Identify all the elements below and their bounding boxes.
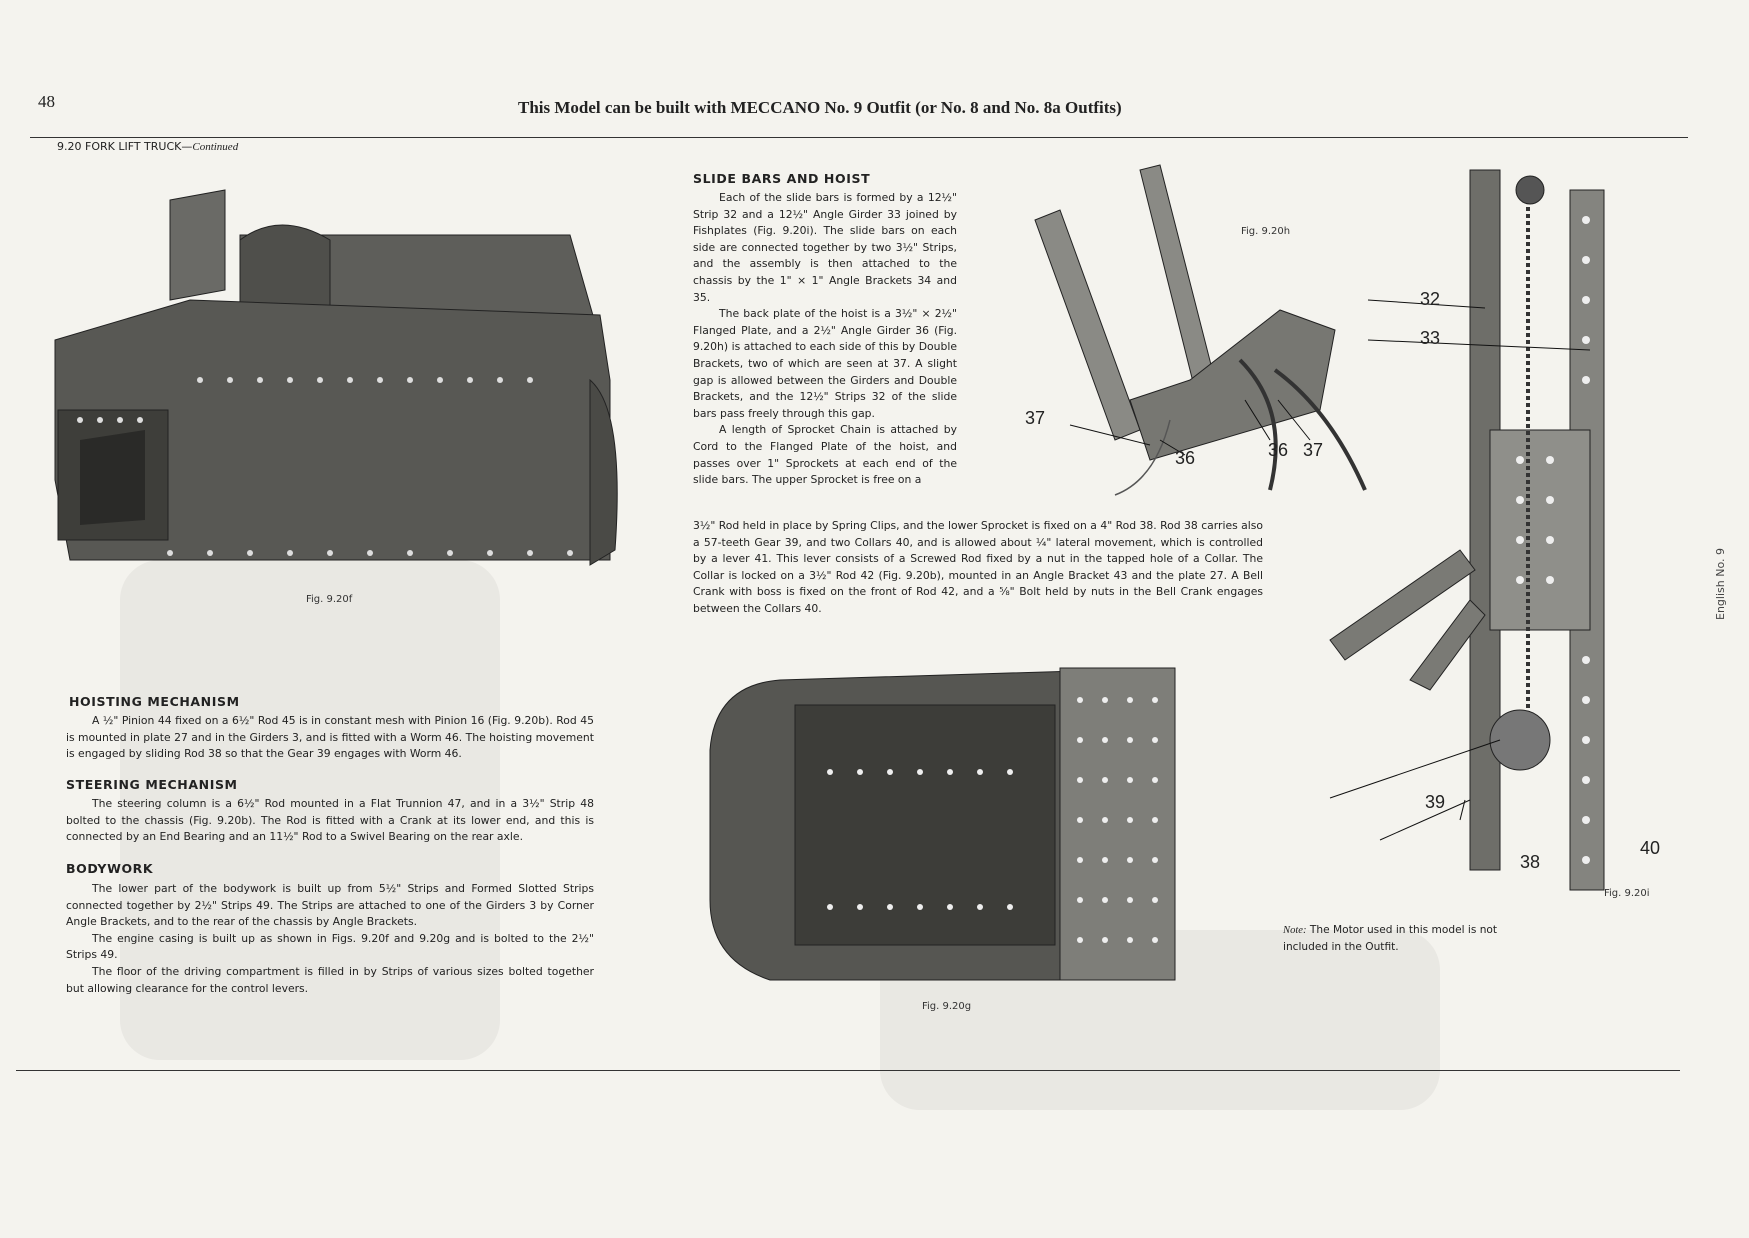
callout-40: 40 [1640, 838, 1661, 858]
section-title [57, 140, 238, 153]
figure-caption: Fig. 9.20f [306, 594, 353, 605]
footer-rule [16, 1070, 1680, 1071]
figure-9-20i [1320, 160, 1660, 900]
heading-bodywork: BODYWORK [66, 861, 154, 876]
motor-note [1283, 922, 1523, 956]
figure-9-20g [700, 660, 1200, 985]
bodywork-text [66, 881, 594, 997]
callout-38: 38 [1520, 852, 1541, 872]
paragraph: The lower part of the bodywork is built up from 5½" Strips and Formed Slotted Strips connected together by 2½" Strips 49. The Strips are attached to one of the Girders 3 by Corner Angle Brackets, and to the rear of the chassis by Angle Brackets. [66, 882, 594, 929]
figure-caption: Fig. 9.20h [1241, 226, 1291, 237]
callout-36: 36 [1175, 448, 1196, 468]
paragraph: The steering column is a 6½" Rod mounted in a Flat Trunnion 47, and in a 3½" Strip 48 bolted to the chassis (Fig. 9.20b). The Rod is fitted with a Crank at its lower end, and this is connected by an End Bearing and an 11½" Rod to a Swivel Bearing on the rear axle. [66, 797, 594, 844]
paragraph: A length of Sprocket Chain is attached by Cord to the Flanged Plate of the hoist, and passes over 1" Sprockets at each end of the slide bars. The upper Sprocket is free on a [693, 423, 957, 487]
figure-caption: Fig. 9.20i [1604, 888, 1650, 899]
paragraph: Each of the slide bars is formed by a 12½" Strip 32 and a 12½" Angle Girder 33 joined by Fishplates (Fig. 9.20i). The slide bars on each side are connected together by two 3½" Strips, and the assembly is then attached to the chassis by the 1" × 1" Angle Brackets 34 and 35. [693, 191, 957, 304]
steering-text [66, 796, 594, 846]
paragraph: The engine casing is built up as shown in Figs. 9.20f and 9.20g and is bolted to the 2½" Strips 49. [66, 931, 594, 962]
section-continued: Continued [192, 141, 239, 153]
header-rule [30, 137, 1688, 138]
callout-39: 39 [1425, 792, 1446, 812]
callout-37: 37 [1303, 440, 1324, 460]
heading-slide-bars: SLIDE BARS AND HOIST [693, 171, 871, 186]
heading-hoisting: HOISTING MECHANISM [69, 694, 240, 709]
figure-9-20f [50, 180, 630, 580]
paragraph: The back plate of the hoist is a 3½" × 2½" Flanged Plate, and a 2½" Angle Girder 36 (Fig. 9.20h) is attached to each side of this by Double Brackets, two of which are seen at 37. A slight gap is allowed between the Girders and Double Brackets, and the 12½" Strips 32 of the slide bars pass freely through this gap. [693, 307, 957, 420]
callout-32: 32 [1420, 289, 1441, 309]
figure-caption: Fig. 9.20g [922, 1001, 972, 1012]
side-label: English No. 9 [1714, 548, 1727, 620]
note-label: Note: [1283, 925, 1307, 936]
heading-steering: STEERING MECHANISM [66, 777, 238, 792]
callout-37: 37 [1025, 408, 1046, 428]
paragraph: A ½" Pinion 44 fixed on a 6½" Rod 45 is in constant mesh with Pinion 16 (Fig. 9.20b). Rod 45 is mounted in plate 27 and in the Girders 3, and is fitted with a Worm 46. The hoisting movement is engaged by sliding Rod 38 so that the Gear 39 engages with Worm 46. [66, 714, 594, 761]
callout-36: 36 [1268, 440, 1289, 460]
callout-33: 33 [1420, 328, 1441, 348]
note-text: The Motor used in this model is not included in the Outfit. [1283, 924, 1498, 953]
slide-bars-text-wide: 3½" Rod held in place by Spring Clips, and the lower Sprocket is fixed on a 4" Rod 38. Rod 38 carries also a 57-teeth Gear 39, and two Collars 40, and is allowed about ¼" lateral movement, which is controlled by a lever 41. This lever consists of a Screwed Rod fixed by a nut in the tapped hole of a Collar. The Collar is locked on a 3½" Rod 42 (Fig. 9.20b), mounted in an Angle Bracket 43 and the plate 27. A Bell Crank with boss is fixed on the front of Rod 42, and a ⅝" Bolt held by nuts in the Bell Crank engages between the Collars 40. [693, 519, 1263, 615]
hoisting-text [66, 713, 594, 763]
slide-bars-text [693, 190, 957, 489]
running-header: This Model can be built with MECCANO No. 9 Outfit (or No. 8 and No. 8a Outfits) [518, 98, 1122, 117]
page-number: 48 [38, 92, 55, 111]
paragraph: The floor of the driving compartment is filled in by Strips of various sizes bolted together but allowing clearance for the control levers. [66, 964, 594, 995]
section-number-title: 9.20 FORK LIFT TRUCK— [57, 140, 193, 153]
